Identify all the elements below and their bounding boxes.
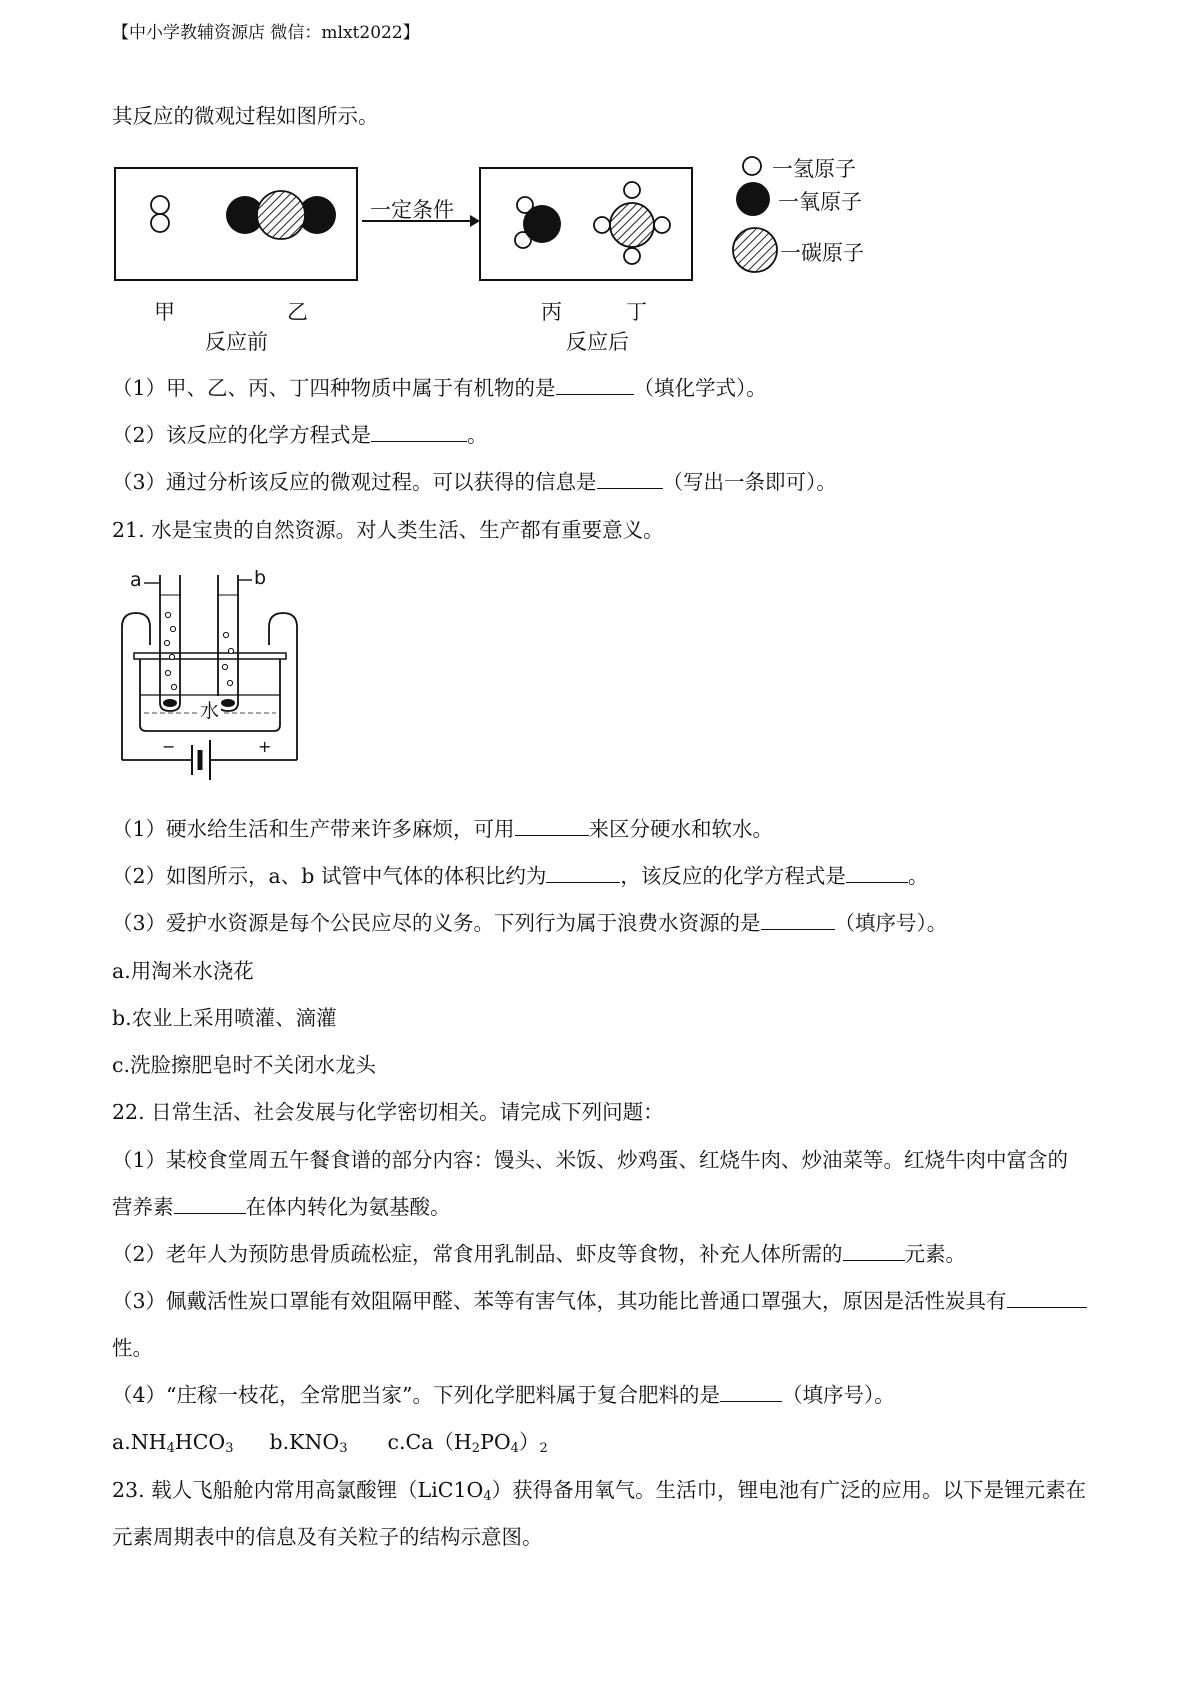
reaction-arrow-head — [470, 215, 480, 227]
ding-hydrogen-atom — [594, 217, 610, 233]
ding-hydrogen-atom — [654, 217, 670, 233]
q21-part2: （2）如图所示，a、b 试管中气体的体积比约为 ，该反应的化学方程式是 。 — [112, 864, 929, 888]
legend-carbon-icon — [733, 228, 777, 272]
label-yi: 乙 — [287, 300, 308, 324]
q21-part1: （1）硬水给生活和生产带来许多麻烦，可用 来区分硬水和软水。 — [112, 817, 774, 841]
q20-part2: （2）该反应的化学方程式是 。 — [112, 423, 488, 447]
q20-part3: （3）通过分析该反应的微观过程。可以获得的信息是 （写出一条即可）。 — [112, 470, 837, 494]
q22-part2: （2）老年人为预防患骨质疏松症，常食用乳制品、虾皮等食物，补充人体所需的 元素。 — [112, 1242, 967, 1266]
q21-option-c: c.洗脸擦肥皂时不关闭水龙头 — [112, 1053, 376, 1077]
watermark: 【中小学教辅资源店 微信：mlxt2022】 — [112, 23, 420, 43]
answer-blank[interactable] — [1007, 1289, 1087, 1308]
reaction-diagram — [0, 0, 1200, 360]
yi-carbon-atom — [257, 191, 305, 239]
electrolysis-diagram — [112, 555, 312, 795]
caption-after: 反应后 — [566, 330, 629, 354]
answer-blank[interactable] — [846, 864, 908, 883]
q22-option-c: $c.Ca(H_2PO_4)_2$ — [387, 1430, 548, 1456]
electrolysis-diagram-svg — [112, 555, 312, 795]
negative-terminal: − — [162, 737, 176, 756]
tube-label-b: b — [254, 567, 267, 589]
label-jia: 甲 — [154, 300, 175, 324]
q22-options — [112, 1428, 548, 1463]
legend-oxygen-label: 一氧原子 — [778, 190, 862, 214]
q22-part3: （3）佩戴活性炭口罩能有效阻隔甲醛、苯等有害气体，其功能比普通口罩强大，原因是活性炭具有 — [112, 1287, 1087, 1315]
tube-label-a: a — [130, 569, 142, 591]
q22-part4: （4）“庄稼一枝花，全常肥当家”。下列化学肥料属于复合肥料的是 （填序号）。 — [112, 1383, 895, 1407]
label-ding: 丁 — [626, 300, 647, 324]
positive-terminal: + — [258, 737, 272, 756]
q22-option-b: $b.KNO_3$ — [269, 1430, 348, 1456]
q21-option-b: b.农业上采用喷灌、滴灌 — [112, 1006, 337, 1030]
ding-hydrogen-atom — [624, 248, 640, 264]
legend-hydrogen-label: 一氢原子 — [772, 157, 856, 181]
answer-blank[interactable] — [174, 1195, 246, 1214]
label-bing: 丙 — [541, 300, 562, 324]
q20-part1: （1）甲、乙、丙、丁四种物质中属于有机物的是 （填化学式）。 — [112, 376, 767, 400]
arrow-condition-label: 一定条件 — [370, 198, 454, 222]
answer-blank[interactable] — [546, 864, 620, 883]
q22-title: 22. 日常生活、社会发展与化学密切相关。请完成下列问题： — [112, 1100, 664, 1124]
q21-option-a: a.用淘米水浇花 — [112, 959, 254, 983]
jia-hydrogen-atom — [151, 214, 169, 232]
ding-carbon-atom — [610, 203, 654, 247]
legend-hydrogen-icon — [743, 157, 761, 175]
q22-part1-cont: 营养素 在体内转化为氨基酸。 — [112, 1195, 451, 1219]
jia-hydrogen-atom — [151, 196, 169, 214]
reaction-diagram-svg — [0, 0, 1200, 360]
answer-blank[interactable] — [556, 376, 634, 395]
q22-part1: （1）某校食堂周五午餐食谱的部分内容：馒头、米饭、炒鸡蛋、红烧牛肉、炒油菜等。红烧牛肉中富含的 — [112, 1148, 1069, 1172]
q22-option-a: $a.NH_4HCO_3$ — [112, 1430, 234, 1456]
q21-title: 21. 水是宝贵的自然资源。对人类生活、生产都有重要意义。 — [112, 518, 664, 542]
q23-line1: 23. 载人飞船舱内常用高氯酸锂$(LiC1O_4)$获得备用氧气。生活巾，锂电池有广泛的应用。以下是锂元素在 — [112, 1478, 1087, 1504]
intro-text: 其反应的微观过程如图所示。 — [112, 104, 379, 128]
legend-oxygen-icon — [736, 182, 770, 216]
bing-oxygen-atom — [523, 205, 561, 243]
q23-line2: 元素周期表中的信息及有关粒子的结构示意图。 — [112, 1525, 543, 1549]
answer-blank[interactable] — [515, 817, 589, 836]
q21-part3: （3）爱护水资源是每个公民应尽的义务。下列行为属于浪费水资源的是 （填序号）。 — [112, 911, 948, 935]
caption-before: 反应前 — [205, 330, 268, 354]
legend-carbon-label: 一碳原子 — [780, 241, 864, 265]
answer-blank[interactable] — [720, 1383, 782, 1402]
q22-part3-cont: 性。 — [112, 1336, 153, 1360]
answer-blank[interactable] — [761, 911, 835, 930]
ding-hydrogen-atom — [624, 182, 640, 198]
answer-blank[interactable] — [597, 470, 663, 489]
answer-blank[interactable] — [371, 423, 467, 442]
water-label: 水 — [198, 696, 221, 723]
answer-blank[interactable] — [843, 1242, 905, 1261]
